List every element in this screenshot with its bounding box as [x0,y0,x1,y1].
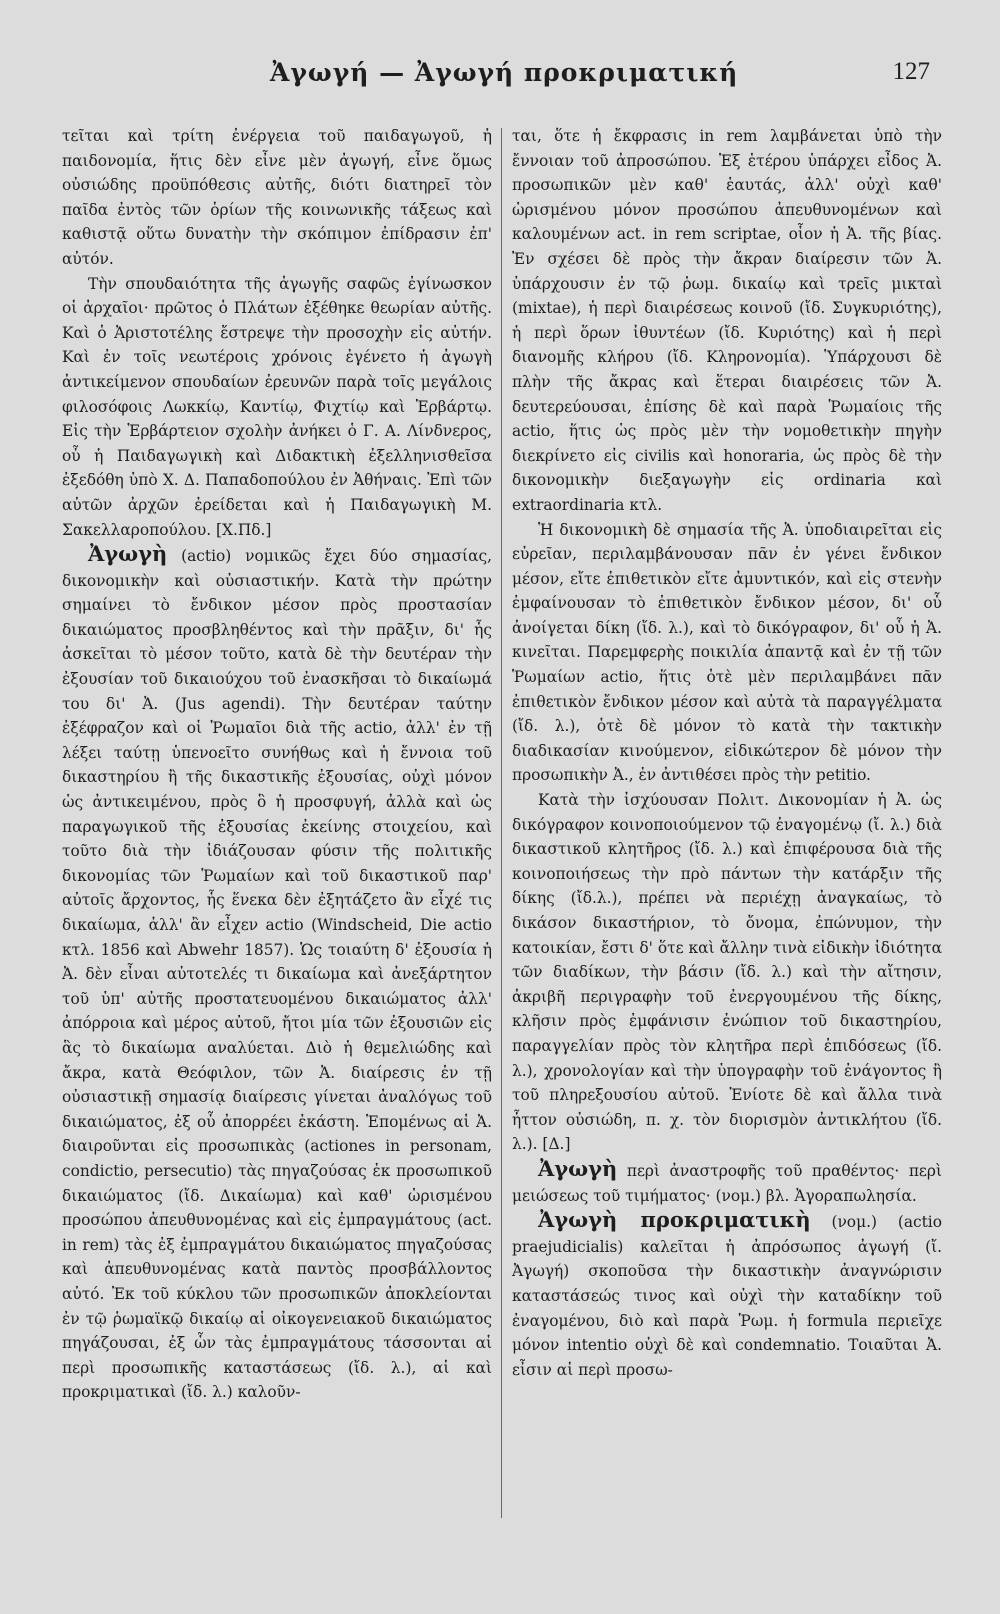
entry-term: Ἀγωγὴ [538,1155,618,1181]
entry-text: (actio) νομικῶς ἔχει δύο σημασίας, δικονομικὴν καὶ οὐσιαστικήν. Κατὰ τὴν πρώτην σημαίνει τὸ ἔνδικον μέσον πρὸς προστασίαν δικαιώματος προσβληθέντος καὶ τὴν πρᾶξιν, δι' ἧς ἀσκεῖται τὸ μέσον τοῦτο, κατὰ δὲ τὴν δευτέραν τὴν ἐξουσίαν τοῦ δικαιούχου τοῦ ἐνασκῆσαι τὸ δικαίωμά του δι' Ἀ. (Jus agendi). Τὴν δευτέραν ταύτην ἐξέφραζον καὶ οἱ Ῥωμαῖοι διὰ τῆς actio, ἀλλ' ἐν τῇ λέξει ταύτῃ ὑπενοεῖτο συνήθως καὶ ἡ ἔννοια τοῦ δικαστηρίου ἢ τῆς δικαστικῆς ἐξουσίας, οὐχὶ μόνον ὡς ἀντικειμένου, πρὸς ὃ ἡ προσφυγή, ἀλλὰ καὶ ὡς παραγωγικοῦ τῆς ἐξουσίας ἐκείνης στοιχείου, καὶ τοῦτο διὰ τὴν ἰδιάζουσαν φύσιν τῆς πολιτικῆς δικονομίας τῶν Ῥωμαίων καὶ τοῦ δικαστικοῦ παρ' αὐτοῖς ἄρχοντος, ἧς ἕνεκα δὲν ἐξητάζετο ἂν εἶχέ τις δικαίωμα, ἀλλ' ἂν εἶχεν actio (Windscheid, Die actio κτλ. 1856 καὶ Abwehr 1857). Ὡς τοιαύτη δ' ἐξουσία ἡ Ἀ. δὲν εἶναι αὐτοτελές τι δικαίωμα καὶ ἀνεξάρτητον τοῦ ὑπ' αὐτῆς προστατευομένου δικαιώματος ἀλλ' ἀπόρροια καὶ μέρος αὐτοῦ, ἤτοι μία τῶν ἐξουσιῶν εἰς ἃς τὸ δικαίωμα αναλύεται. Διὸ ἡ θεμελιώδης καὶ ἄκρα, κατὰ Θεόφιλον, τῶν Ἀ. διαίρεσις ἐν τῇ οὐσιαστικῇ σημασίᾳ διαίρεσις γίνεται ἀναλόγως τοῦ δικαιώματος, ἐξ οὗ ἀπορρέει ἑκάστη. Ἑπομένως αἱ Ἀ. διαιροῦνται εἰς προσωπικὰς (actiones in personam, condictio, persecutio) τὰς πηγαζούσας ἐκ προσωπικοῦ δικαιώματος (ἴδ. Δικαίωμα) καὶ καθ' ὡρισμένου προσώπου ἀπευθυνομένας καὶ εἰς ἐμπραγμάτους (act. in rem) τὰς ἐξ ἐμπραγμάτου δικαιώματος πηγαζούσας καὶ ἀπευθυνομένας κατὰ παντὸς προσβάλλοντος αὐτό. Ἐκ τοῦ κύκλου τῶν προσωπικῶν ἀποκλείονται ἐν τῷ ῥωμαϊκῷ δικαίῳ αἱ οἰκογενειακοῦ δικαιώματος πηγάζουσαι, ἐξ ὧν τὰς ἐμπραγμάτους τάσσονται αἱ περὶ προσωπικῆς καταστάσεως (ἴδ. λ.), αἱ καὶ προκριματικαὶ (ἴδ. λ.) καλοῦν- [62,547,492,1402]
entry-agogi-prokrimatiki [512,1208,942,1382]
left-column [62,124,492,1405]
right-paragraph-1: ται, ὅτε ἡ ἔκφρασις in rem λαμβάνεται ὑπὸ τὴν ἔννοιαν τοῦ ἀπροσώπου. Ἐξ ἑτέρου ὑπάρχει εἶδος Ἀ. προσωπικῶν μὲν καθ' ἑαυτάς, ἀλλ' οὐχὶ καθ' ὡρισμένου μόνον προσώπου ἀπευθυνομένων καὶ καλουμένων act. in rem scriptae, οἷον ἡ Ἀ. τῆς βίας. Ἐν σχέσει δὲ πρὸς τὴν ἄκραν διαίρεσιν τῶν Ἀ. ὑπάρχουσιν ἐν τῷ ῥωμ. δικαίῳ καὶ τρεῖς μικταὶ (mixtae), ἡ περὶ διαιρέσεως κοινοῦ (ἴδ. Συγκυριότης), ἡ περὶ ὅρων ἰθυντέων (ἴδ. Κυριότης) καὶ ἡ περὶ διανομῆς κλήρου (ἴδ. Κληρονομία). Ὑπάρχουσι δὲ πλὴν τῆς ἄκρας καὶ ἕτεραι διαιρέσεις τῶν Ἀ. δευτερεύουσαι, ἐπίσης δὲ καὶ παρὰ Ῥωμαίοις τῆς actio, ἥτις ὡς πρὸς μὲν τὴν νομοθετικὴν πηγὴν διεκρίνετο εἰς civilis καὶ honoraria, ὡς πρὸς δὲ τὴν δικονομικὴν διεξαγωγὴν εἰς ordinaria καὶ extraordinaria κτλ. [512,127,942,514]
right-paragraph-3: Κατὰ τὴν ἰσχύουσαν Πολιτ. Δικονομίαν ἡ Ἀ. ὡς δικόγραφον κοινοποιούμενον τῷ ἐναγομένῳ (ἴ. λ.) διὰ δικαστικοῦ κλητῆρος (ἴδ. λ.) καὶ ἐπιφέρουσα διὰ τῆς κοινοποιήσεως τὴν πρὸ πάντων τὴν κατάρξιν τῆς δίκης (ἴδ.λ.), πρέπει νὰ περιέχῃ ἀναγκαίως, τὸ δικάσον δικαστήριον, τὸ ὄνομα, ἐπώνυμον, τὴν κατοικίαν, ἔστι δ' ὅτε καὶ ἄλλην τινὰ εἰδικὴν ἰδιότητα τῶν διαδίκων, τὴν βάσιν (ἴδ. λ.) καὶ τὴν αἴτησιν, ἀκριβῆ περιγραφὴν τοῦ ἐνεργουμένου τῆς δίκης, κλῆσιν πρὸς ἐμφάνισιν ἐνώπιον τοῦ δικαστηρίου, παραγγελίαν πρὸς τὸν κλητῆρα περὶ ἐπιδόσεως (ἴδ. λ.), χρονολογίαν καὶ τὴν ὑπογραφὴν τοῦ ἐνάγοντος ἢ τοῦ πληρεξουσίου αὐτοῦ. Ἐνίοτε δὲ καὶ ἄλλα τινὰ ἧττον οὐσιώδη, π. χ. τὸν διορισμὸν ἀντικλήτου (ἴδ. λ.). [Δ.] [512,791,942,1154]
right-column [512,124,942,1382]
entry-text: (νομ.) (actio praejudicialis) καλεῖται ἡ ἀπρόσωπος ἀγωγή (ἴ. Ἀγωγή) σκοποῦσα τὴν δικαστικὴν ἀναγνώρισιν καταστάσεώς τινος καὶ οὐχὶ τὴν καταδίκην τοῦ ἐναγομένου, διὸ καὶ παρὰ Ῥωμ. ἡ formula περιεῖχε μόνον intentio οὐχὶ δὲ καὶ condemnatio. Τοιαῦται Ἀ. εἶσιν αἱ περὶ προσω- [512,1213,942,1379]
column-divider [501,128,502,1518]
left-paragraph-1: τεῖται καὶ τρίτη ἐνέργεια τοῦ παιδαγωγοῦ, ἡ παιδονομία, ἥτις δὲν εἶνε μὲν ἀγωγή, εἶνε ὅμως οὐσιώδης προϋπόθεσις αὐτῆς, διότι διατηρεῖ τὸν παῖδα ἐντὸς τῶν ὁρίων τῆς κοινωνικῆς τάξεως καὶ καθιστᾷ οὕτω δυνατὴν τὴν σκόπιμον ἐπίδρασιν ἐπ' αὐτόν. [62,127,492,268]
running-title: Ἀγωγή — Ἀγωγή προκριματική [270,58,739,87]
entry-agogi-anastrofi [512,1157,942,1208]
entry-text: περὶ ἀναστροφῆς τοῦ πραθέντος· περὶ μειώσεως τοῦ τιμήματος· (νομ.) βλ. Ἀγοραπωλησία. [512,1161,942,1205]
entry-term: Ἀγωγὴ προκριματικὴ [538,1207,811,1233]
page-number: 127 [892,58,930,85]
entry-agogi [62,542,492,1405]
entry-term: Ἀγωγὴ [88,541,168,567]
running-head [60,58,940,98]
left-paragraph-2: Τὴν σπουδαιότητα τῆς ἀγωγῆς σαφῶς ἐγίνωσκον οἱ ἀρχαῖοι· πρῶτος ὁ Πλάτων ἐξέθηκε θεωρίαν αὐτῆς. Καὶ ὁ Ἀριστοτέλης ἔστρεψε τὴν προσοχὴν εἰς αὐτήν. Καὶ ἐν τοῖς νεωτέροις χρόνοις ἐγένετο ἡ ἀγωγὴ ἀντικείμενον σπουδαίων ἐρευνῶν παρὰ τοῖς μεγάλοις φιλοσόφοις Λωκκίῳ, Καντίῳ, Φιχτίῳ καὶ Ἑρβάρτῳ. Εἰς τὴν Ἑρβάρτειον σχολὴν ἀνήκει ὁ Γ. Α. Λίνδνερος, οὗ ἡ Παιδαγωγικὴ καὶ Διδακτικὴ ἐξελληνισθεῖσα ἐξεδόθη ὑπὸ Χ. Δ. Παπαδοπούλου ἐν Ἀθήναις. Ἐπὶ τῶν αὐτῶν ἀρχῶν ἐρείδεται καὶ ἡ Παιδαγωγικὴ Μ. Σακελλαροπούλου. [Χ.Πδ.] [62,274,492,539]
right-paragraph-2: Ἡ δικονομικὴ δὲ σημασία τῆς Ἀ. ὑποδιαιρεῖται εἰς εὐρεῖαν, περιλαμβάνουσαν πᾶν ἐν γένει ἔνδικον μέσον, εἴτε ἐπιθετικὸν εἴτε ἀμυντικόν, καὶ εἰς στενὴν ἐμφαίνουσαν τὸ ἐπιθετικὸν ἔνδικον μέσον, δι' οὗ ἀνοίγεται δίκη (ἴδ. λ.), καὶ τὸ δικόγραφον, δι' οὗ ἡ Ἀ. κινεῖται. Παρεμφερὴς ποικιλία ἀπαντᾷ καὶ ἐν τῇ τῶν Ῥωμαίων actio, ἥτις ὁτὲ μὲν περιλαμβάνει πᾶν ἐπιθετικὸν ἔνδικον μέσον καὶ αὐτὰ τὰ παραγγέλματα (ἴδ. λ.), ὁτὲ δὲ μόνον τὸ κατὰ τὴν τακτικὴν διαδικασίαν κινούμενον, εἰδικώτερον δὲ μόνον τὴν προσωπικὴν Ἀ., ἐν ἀντιθέσει πρὸς τὴν petitio. [512,520,942,785]
